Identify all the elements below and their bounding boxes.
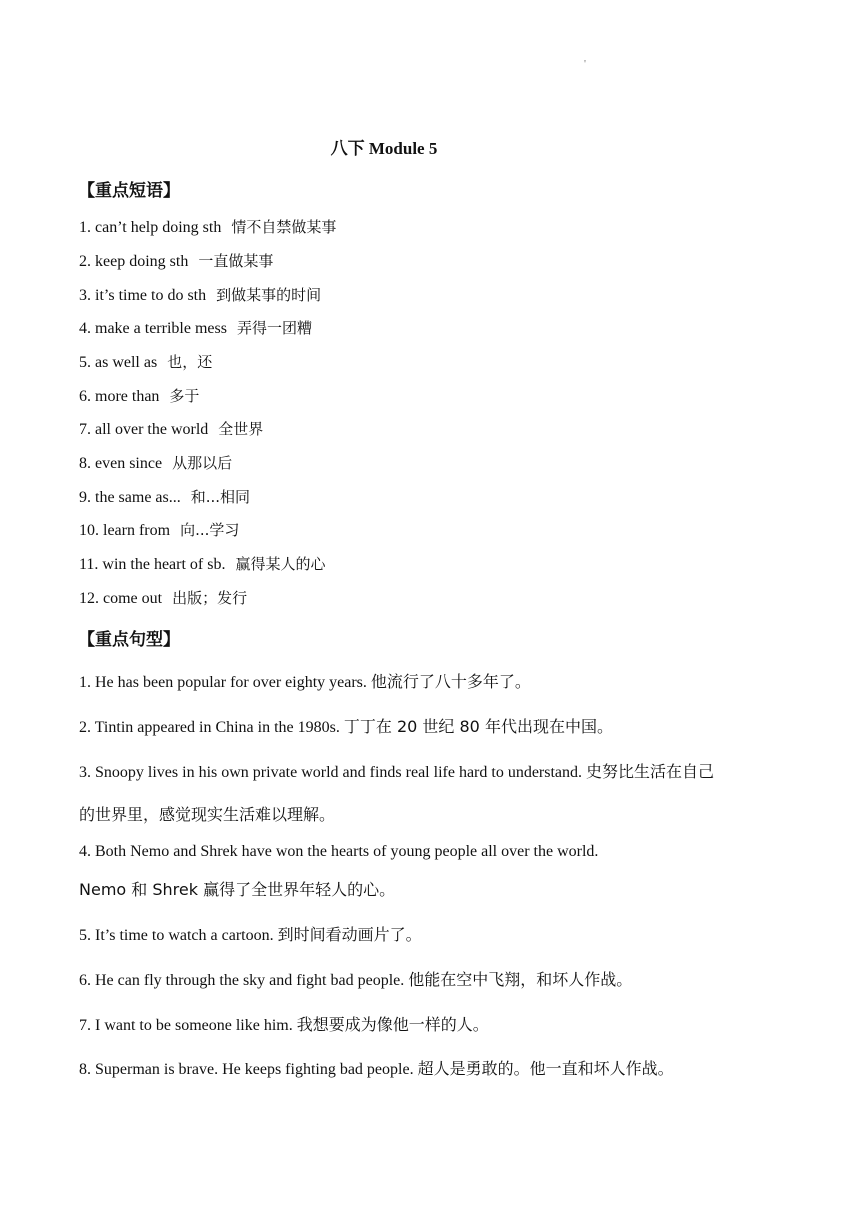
sentence-item <box>79 714 613 737</box>
phrase-chinese: 赢得某人的心 <box>235 555 326 573</box>
phrase-item <box>79 452 232 473</box>
phrase-english: 5. as well as <box>79 354 158 371</box>
sentence-chinese: 到时间看动画片了。 <box>277 925 422 944</box>
page-title: 八下 Module 5 <box>330 139 438 158</box>
phrase-item <box>79 587 247 608</box>
sentence-english: 8. Superman is brave. He keeps fighting bad people. <box>79 1061 414 1078</box>
phrase-chinese: 弄得一团糟 <box>236 319 312 337</box>
phrase-chinese: 全世界 <box>218 420 264 438</box>
sentence-english: 2. Tintin appeared in China in the 1980s. <box>79 719 340 736</box>
phrase-english: 7. all over the world <box>79 421 209 438</box>
phrase-chinese: 和...相同 <box>190 488 251 506</box>
phrase-chinese: 从那以后 <box>172 454 233 472</box>
phrase-chinese: 一直做某事 <box>198 252 274 270</box>
sentences-heading: 【重点句型】 <box>78 630 180 650</box>
phrase-item <box>79 351 212 372</box>
sentence-english: 6. He can fly through the sky and fight bad people. <box>79 972 405 989</box>
phrase-item <box>79 486 250 507</box>
sentence-chinese: 超人是勇敢的。他一直和坏人作战。 <box>417 1059 674 1078</box>
sentence-chinese: 史努比生活在自己 <box>586 762 715 781</box>
sentence-chinese: Nemo 和 Shrek 赢得了全世界年轻人的心。 <box>79 880 396 899</box>
sentence-chinese: 我想要成为像他一样的人。 <box>296 1015 489 1034</box>
sentence-english: 7. I want to be someone like him. <box>79 1017 293 1034</box>
phrase-chinese: 情不自禁做某事 <box>231 218 337 236</box>
phrase-item <box>79 216 336 237</box>
sentence-item <box>79 1012 489 1035</box>
sentence-item <box>79 967 632 990</box>
phrase-english: 2. keep doing sth <box>79 253 189 270</box>
sentence-english: 4. Both Nemo and Shrek have won the hearts of young people all over the world. <box>79 843 599 860</box>
sentence-item <box>79 922 422 945</box>
phrase-item <box>79 553 326 574</box>
phrase-chinese: 向...学习 <box>180 521 240 539</box>
phrases-heading: 【重点短语】 <box>78 181 180 201</box>
sentence-item <box>79 843 598 861</box>
phrase-item <box>79 385 199 406</box>
sentence-item <box>79 669 531 692</box>
sentence-chinese: 他能在空中飞翔，和坏人作战。 <box>408 970 633 989</box>
phrase-item <box>79 519 239 540</box>
sentence-english: 3. Snoopy lives in his own private world and finds real life hard to understand. <box>79 764 583 781</box>
phrase-english: 1. can’t help doing sth <box>79 219 222 236</box>
phrase-item <box>79 250 273 271</box>
phrase-chinese: 多于 <box>169 387 200 405</box>
phrase-english: 6. more than <box>79 388 160 405</box>
phrase-chinese: 到做某事的时间 <box>216 286 322 304</box>
phrase-english: 11. win the heart of sb. <box>79 556 226 573</box>
sentence-continuation <box>79 802 335 825</box>
phrase-english: 4. make a terrible mess <box>79 320 227 337</box>
sentence-item <box>79 1056 674 1079</box>
phrase-english: 9. the same as... <box>79 489 181 506</box>
phrase-item <box>79 418 263 439</box>
phrase-item <box>79 317 312 338</box>
sentence-english: 5. It’s time to watch a cartoon. <box>79 927 274 944</box>
sentence-item <box>79 759 714 782</box>
sentence-chinese: 丁丁在 20 世纪 80 年代出现在中国。 <box>343 717 613 736</box>
sentence-chinese: 的世界里，感觉现实生活难以理解。 <box>79 805 336 824</box>
sentence-english: 1. He has been popular for over eighty years. <box>79 674 367 691</box>
phrase-english: 12. come out <box>79 590 163 607</box>
phrase-chinese: 出版；发行 <box>172 589 248 607</box>
phrase-english: 3. it’s time to do sth <box>79 287 207 304</box>
phrase-chinese: 也，还 <box>167 353 213 371</box>
page-mark: ' <box>584 58 586 70</box>
phrase-english: 10. learn from <box>79 522 171 539</box>
phrase-item <box>79 284 321 305</box>
sentence-chinese: 他流行了八十多年了。 <box>370 672 531 691</box>
phrase-english: 8. even since <box>79 455 163 472</box>
sentence-translation <box>79 877 395 900</box>
